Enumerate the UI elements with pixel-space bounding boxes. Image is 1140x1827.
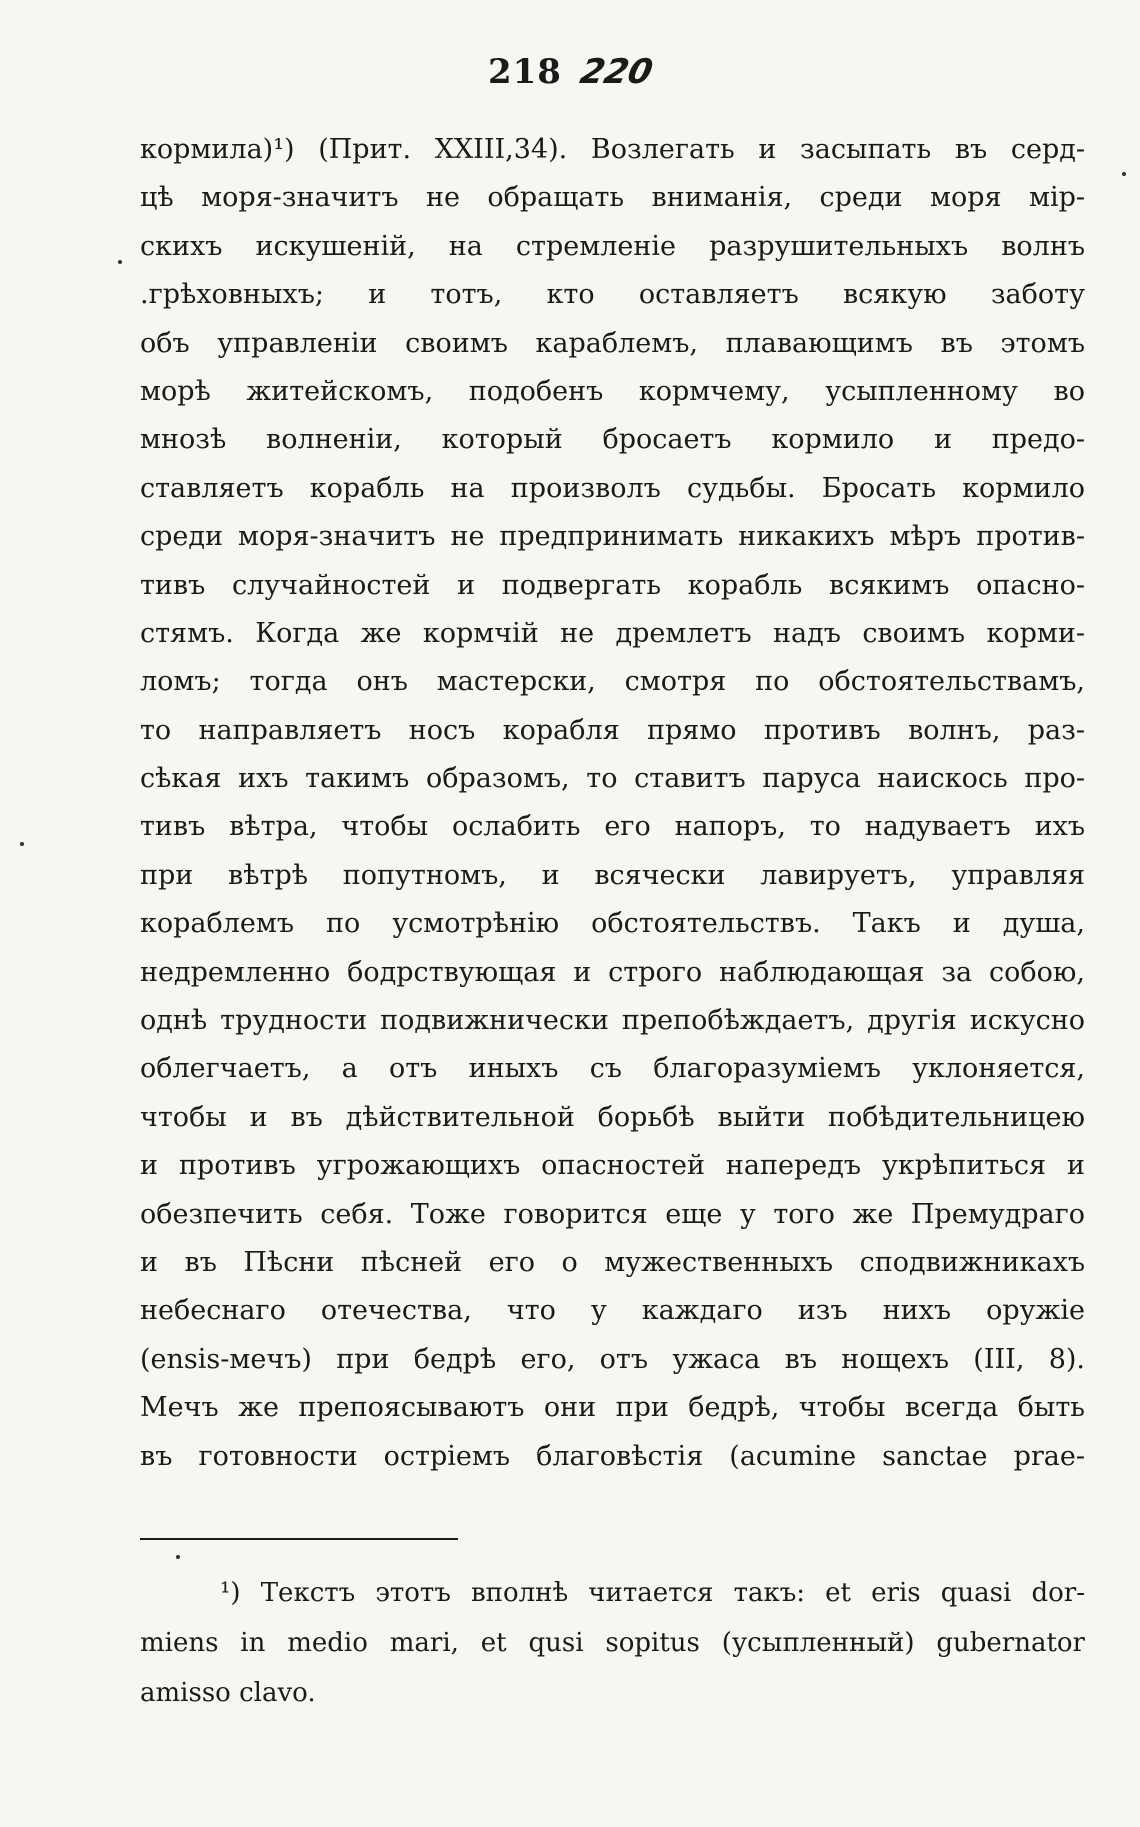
- text-line: объ управленіи своимъ караблемъ, плавающимъ въ этомъ: [140, 327, 1085, 359]
- page-header: [0, 52, 1140, 92]
- text-line: сѣкая ихъ такимъ образомъ, то ставитъ паруса наискось про-: [140, 763, 1085, 795]
- text-line: облегчаетъ, а отъ иныхъ съ благоразуміемъ уклоняется,: [140, 1053, 1085, 1085]
- footnote-line: amisso clavo.: [140, 1678, 316, 1708]
- text-line: ломъ; тогда онъ мастерски, смотря по обстоятельствамъ,: [140, 666, 1085, 698]
- speck-mark: [176, 1555, 180, 1559]
- text-line: .грѣховныхъ; и тотъ, кто оставляетъ всякую заботу: [140, 279, 1085, 311]
- footnote-divider: [140, 1538, 458, 1540]
- handwritten-page-number: 220: [576, 52, 657, 92]
- text-line: при вѣтрѣ попутномъ, и всячески лавируетъ, управляя: [140, 859, 1085, 891]
- speck-mark: [1122, 172, 1126, 176]
- text-line: то направляетъ носъ корабля прямо противъ волнъ, раз-: [140, 714, 1085, 746]
- text-line: тивъ случайностей и подвергать корабль всякимъ опасно-: [140, 569, 1085, 601]
- text-line: мнозѣ волненіи, который бросаетъ кормило и предо-: [140, 424, 1085, 456]
- text-line: въ готовности остріемъ благовѣстія (acumine sanctae prae-: [140, 1440, 1085, 1472]
- speck-mark: [118, 260, 122, 264]
- speck-mark: [20, 842, 24, 846]
- page-number: 218: [487, 52, 562, 92]
- text-line: однѣ трудности подвижнически препобѣждаетъ, другія искусно: [140, 1005, 1085, 1037]
- text-line: обезпечить себя. Тоже говорится еще у того же Премудраго: [140, 1198, 1085, 1230]
- footnote-line: miens in medio mari, et qusi sopitus (усыпленный) gubernator: [140, 1628, 1085, 1658]
- text-line: (ensis-мечъ) при бедрѣ его, отъ ужаса въ нощехъ (III, 8).: [140, 1343, 1085, 1375]
- text-line: кормила)¹) (Прит. XXIII,34). Возлегать и засыпать въ серд-: [140, 134, 1085, 165]
- text-line: и въ Пѣсни пѣсней его о мужественныхъ сподвижникахъ: [140, 1246, 1085, 1278]
- text-line: цѣ моря-значитъ не обращать вниманія, среди моря мір-: [140, 182, 1085, 214]
- text-line: кораблемъ по усмотрѣнію обстоятельствъ. Такъ и душа,: [140, 908, 1085, 940]
- text-line: и противъ угрожающихъ опасностей напередъ укрѣпиться и: [140, 1150, 1085, 1182]
- text-line: ставляетъ корабль на произволъ судьбы. Бросать кормило: [140, 472, 1085, 504]
- text-line: Мечъ же препоясываютъ они при бедрѣ, чтобы всегда быть: [140, 1392, 1085, 1424]
- text-line: чтобы и въ дѣйствительной борьбѣ выйти побѣдительницею: [140, 1101, 1085, 1133]
- text-line: недремленно бодрствующая и строго наблюдающая за собою,: [140, 956, 1085, 988]
- text-line: скихъ искушеній, на стремленіе разрушительныхъ волнъ: [140, 230, 1085, 262]
- text-line: тивъ вѣтра, чтобы ослабить его напоръ, то надуваетъ ихъ: [140, 811, 1085, 843]
- text-line: небеснаго отечества, что у каждаго изъ нихъ оружіе: [140, 1295, 1085, 1327]
- text-line: среди моря-значитъ не предпринимать никакихъ мѣръ против-: [140, 521, 1085, 553]
- footnote-line: ¹) Текстъ этотъ вполнѣ читается такъ: et eris quasi dor-: [220, 1578, 1085, 1608]
- footnote: [140, 1568, 1085, 1718]
- text-line: стямъ. Когда же кормчій не дремлетъ надъ своимъ корми-: [140, 617, 1085, 649]
- main-text: [140, 126, 1085, 1481]
- text-line: морѣ житейскомъ, подобенъ кормчему, усыпленному во: [140, 375, 1085, 407]
